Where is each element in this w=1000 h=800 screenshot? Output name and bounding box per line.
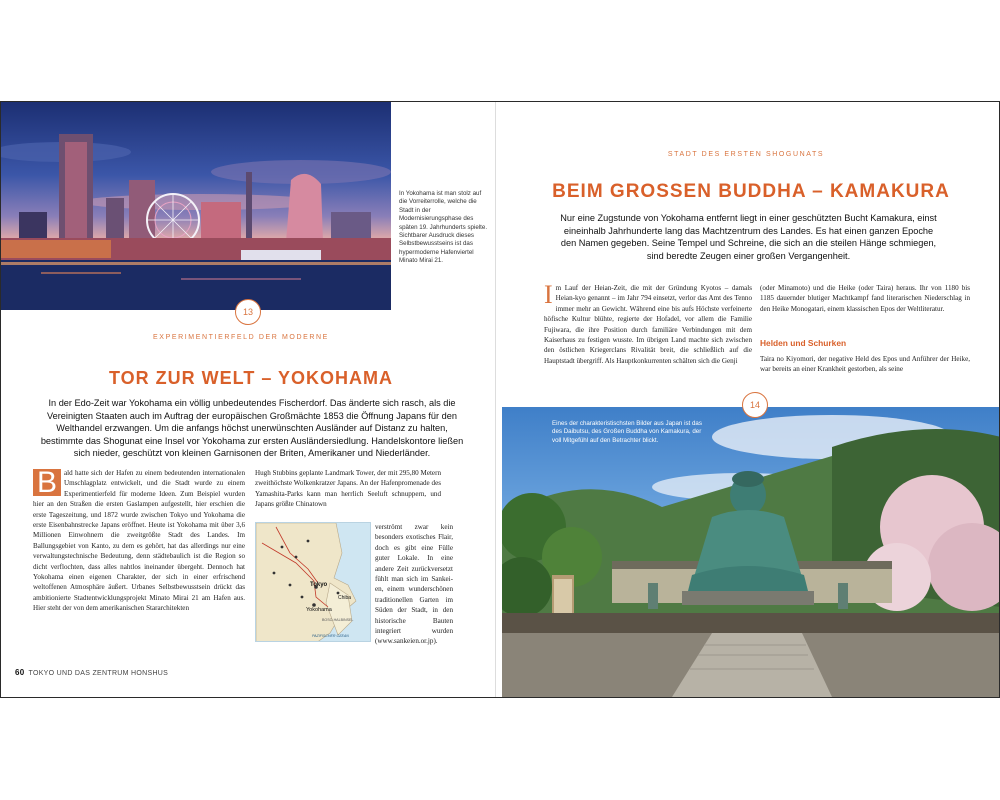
map-label-sea: PAZIFISCHER OZEAN <box>312 634 349 638</box>
book-spread <box>0 101 1000 698</box>
subheading: Helden und Schurken <box>760 338 847 348</box>
page-headline: TOR ZUR WELT – YOKOHAMA <box>109 368 393 388</box>
body-column-1 <box>33 468 245 663</box>
body-column-2a: Hugh Stubbins geplante Landmark Tower, der mit 295,80 Metern zweithöchste Wolkenkratzer Japans. An der Hafenpromenade des Yamashita-Parks kann man herrlich Seeluft schnuppern, und Japans größte Chinatown <box>255 469 441 509</box>
dropcap: B <box>33 469 61 496</box>
left-page <box>1 102 495 697</box>
section-kicker-right: STADT DES ERSTEN SHOGUNATS <box>667 151 825 158</box>
kamakura-buddha-photo <box>502 407 1000 697</box>
right-page <box>495 102 1000 697</box>
body-column-2b: verströmt zwar kein besonders exotisches Flair, doch es gibt eine Fülle guter Lokale. In eine andere Zeit zurückversetzt fühlt man sich im Sankei-en, einem wunderschönen traditionellen Garten im Süden der Stadt, in den historische Bauten integriert wurden (www.sankeien.or.jp). <box>375 523 453 646</box>
lead-paragraph-right: Nur eine Zugstunde von Yokohama entfernt liegt in einer geschützten Bucht Kamakura, einst eineinhalb Jahrhunderte lang das Machtzentrum des Landes. Es hat einen ganzen Epoche den Namen gegeben. Seine Tempel und Schreine, die sich an die steilen Hänge schmiegen, sind beredte Zeugen einer großen Vergangenheit. <box>560 213 937 261</box>
photo-caption-kamakura: Eines der charakteristischsten Bilder aus Japan ist das des Daibutsu, des Großen Buddha von Kamakura, der voll Mitgefühl auf den Betrachter blickt. <box>552 420 702 444</box>
folio-text: TOKYO UND DAS ZENTRUM HONSHUS <box>28 670 169 677</box>
dropcap-right: I <box>544 283 553 309</box>
folio-number: 60 <box>15 668 25 677</box>
lead-paragraph: In der Edo-Zeit war Yokohama ein völlig unbedeutendes Fischerdorf. Das änderte sich rasch, als die Vereinigten Staaten auch im Auftrag der europäischen Großmächte 1853 die Öffnung Japans für den Welthandel erzwangen. Um die anfangs höchst unerwünschten Ausländer auf Distanz zu halten, bestimmte das Shogunat eine Insel vor Yokohama zur ersten Ausländersiedlung. Handelskontore ließen sich nieder, geschützt von kleinen Garnisonen der Briten, Amerikaner und Niederländer. <box>40 398 464 459</box>
page-folio <box>15 668 168 677</box>
photo-caption-yokohama: In Yokohama ist man stolz auf die Vorreiterrolle, welche die Stadt in der Modernisierungsphase des späten 19. Jahrhunderts spielte. Sichtbarer Ausdruck dieses Selbstbewusstseins ist das hypermoderne Hafenviertel Minato Mirai 21. <box>399 190 488 265</box>
body-text-right: m Lauf der Heian-Zeit, die mit der Gründung Kyotos – damals Heian-kyo genannt – im Jahr 794 einsetzt, verlor das Amt des Tenno immer mehr an Gewicht. Während eine bis aufs Höchste verfeinerte höfische Kultur blühte, regierte der Hofadel, vor allem die Familie Fujiwara, die ihre Position durch familiäre Verbindungen mit dem Kaiserhaus zu festigen wusste. Im übrigen Land machte sich zwischen den östlichen Kriegerclans Rivalität breit, die schließlich auf die Hauptstadt übergriff. Als Hauptkonkurrenten schälten sich die Genji <box>544 284 752 365</box>
body-column-right-2: (oder Minamoto) und die Heike (oder Taira) heraus. Ihr von 1180 bis 1185 dauernder blutiger Machtkampf fand literarischen Niederschlag in den Heike Monogatari, einem klassischen Epos der Weltliteratur. <box>760 284 970 313</box>
page-headline-right: BEIM GROSSEN BUDDHA – KAMAKURA <box>552 181 950 202</box>
map-label-chiba: Chiba <box>338 595 352 601</box>
kanto-map <box>255 522 371 642</box>
yokohama-photo <box>1 102 391 310</box>
body-column-right-1 <box>544 283 752 383</box>
body-text: ald hatte sich der Hafen zu einem bedeutenden internationalen Umschlagplatz entwickelt, und die Stadt wurde zu einem Experimentierfeld für moderne Ideen. Zum Beispiel wurden hier an den Straßen die ersten Gaslampen aufgestellt, hier erschien die erste Tageszeitung, und 1872 wurde zwischen Tokyo und Yokohama die erste Eisenbahnstrecke Japans eröffnet. Heute ist Yokohama mit über 3,6 Millionen Einwohnern die zweitgrößte Stadt des Landes. Im Ballungsgebiet von Kanto, zu dem es gehört, hat das allerdings nur eine verwaltungstechnische Bedeutung, denn städtebaulich ist die Region so dicht verflochten, dass alles nahtlos ineinander übergeht. Dennoch hat Yokohama einen eigenen Charakter, der sich in einer erfrischend weltoffenen Atmosphäre äußert. Urbanes Selbstbewusstsein drückt das ambitionierte Stadtentwicklungsprojekt Minato Mirai 21 am Hafen aus. Hier steht der von dem amerikanischen Stararchitekten <box>33 469 245 613</box>
map-label-yokohama: Yokohama <box>306 607 332 613</box>
map-label-peninsula: BOSO-HALBINSEL <box>322 618 354 622</box>
map-label-tokyo: Tokyo <box>310 582 328 588</box>
body-column-right-3: Taira no Kiyomori, der negative Held des Epos und Anführer der Heike, war bereits an einer Krankheit gestorben, als seine <box>760 355 970 374</box>
page-number-badge-14: 14 <box>742 392 768 418</box>
section-kicker: EXPERIMENTIERFELD DER MODERNE <box>153 334 329 341</box>
page-number-badge-13: 13 <box>235 299 261 325</box>
